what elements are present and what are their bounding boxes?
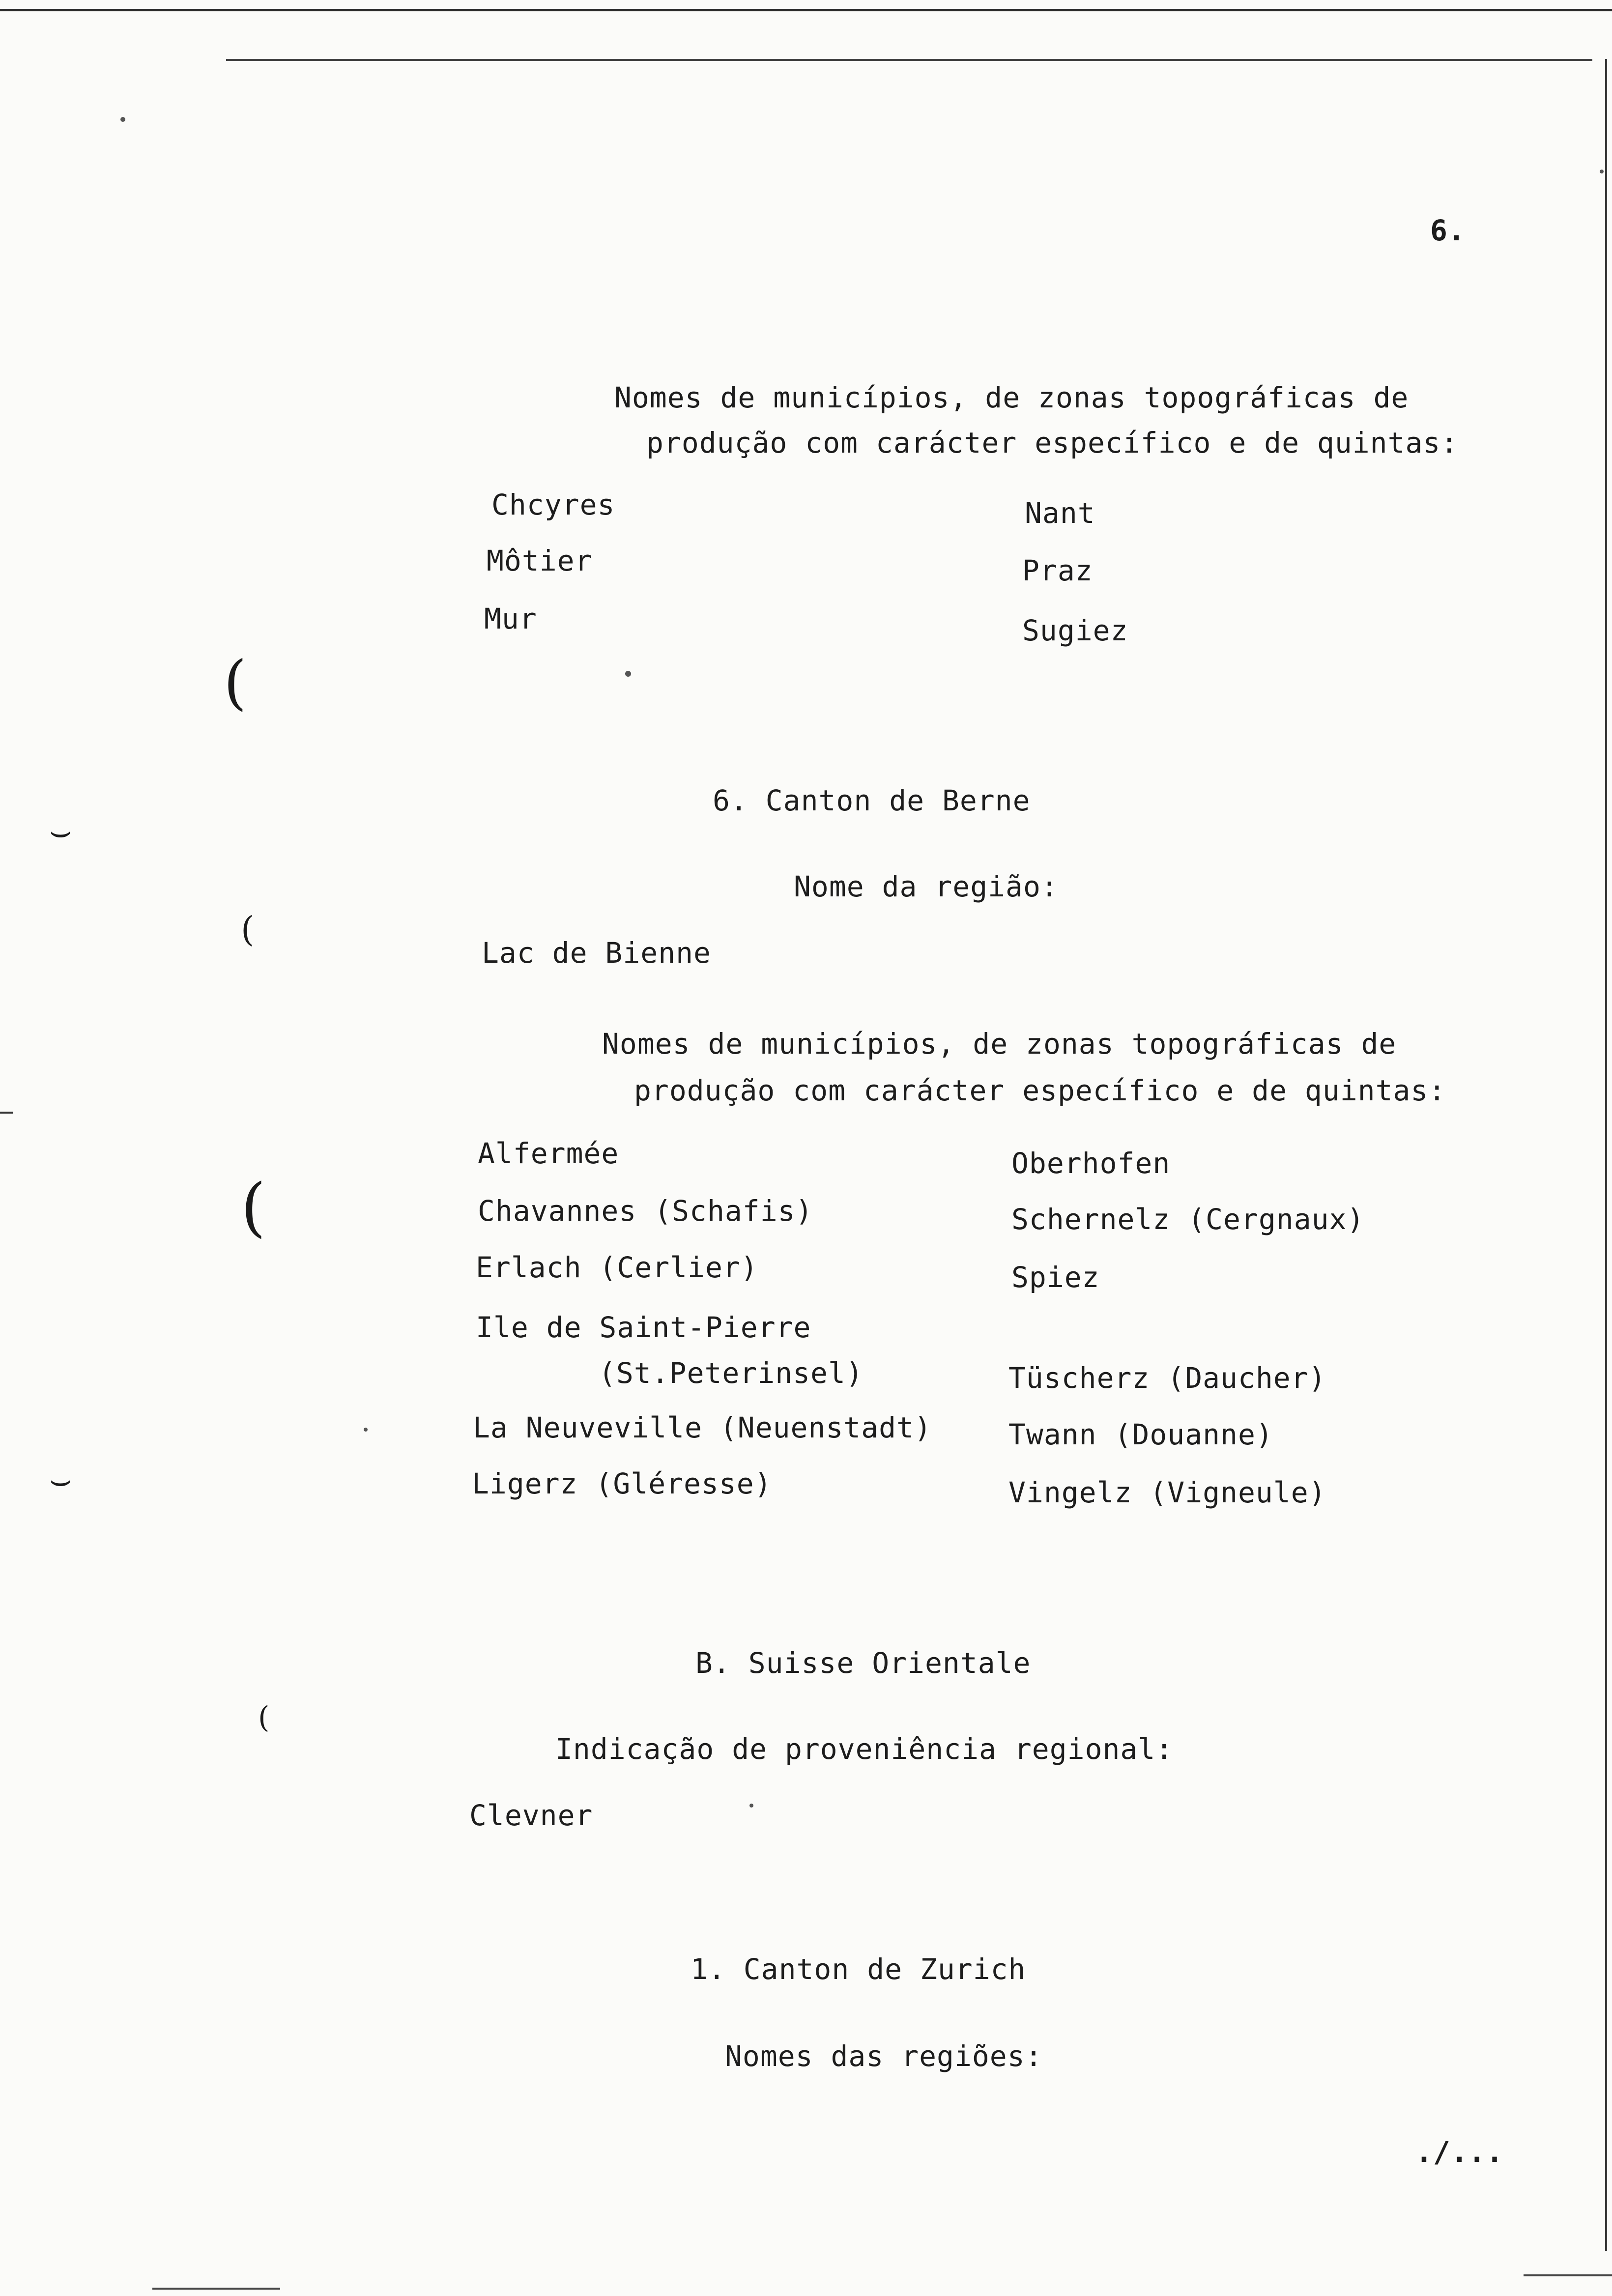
scan-edge-top [0,9,1612,11]
margin-bracket-mark: ( [224,649,247,717]
scan-speck [120,117,125,122]
municipalities-heading-line-2: produção com carácter específico e de quintas: [646,426,1459,459]
margin-clip-mark: ⌣ [49,1460,72,1500]
margin-bracket-mark: ( [258,1700,270,1735]
scan-edge-right [1605,59,1607,2251]
list-item: Ile de Saint-Pierre [476,1311,811,1344]
list-item: Nant [1025,496,1095,530]
scan-speck [364,1428,368,1432]
list-item: Praz [1022,554,1093,587]
section-title-canton-berne: 6. Canton de Berne [713,784,1031,817]
municipalities-heading-line-1: Nomes de municípios, de zonas topográficas de [602,1027,1397,1061]
municipalities-heading-line-2: produção com carácter específico e de quintas: [634,1074,1446,1107]
margin-clip-mark: ⌣ [49,811,72,851]
scan-edge-top-secondary [226,59,1592,61]
list-item: La Neuveville (Neuenstadt) [473,1411,932,1444]
section-title-suisse-orientale: B. Suisse Orientale [695,1646,1031,1680]
list-item: Ligerz (Gléresse) [472,1467,772,1500]
scan-edge-bottom-left [152,2288,280,2290]
indication-value: Clevner [469,1799,593,1832]
list-item: Môtier [487,544,593,577]
list-item: Erlach (Cerlier) [476,1251,758,1284]
list-item: Twann (Douanne) [1008,1418,1273,1451]
margin-bracket-mark: ( [241,1170,266,1244]
list-item: Mur [484,602,537,635]
list-item: Chavannes (Schafis) [478,1194,813,1228]
scan-speck [1600,170,1604,173]
section-title-canton-zurich: 1. Canton de Zurich [691,1952,1026,1986]
indication-label: Indicação de proveniência regional: [555,1732,1174,1766]
page-number: 6. [1430,214,1466,247]
list-item: Sugiez [1022,614,1128,647]
list-item: Chcyres [491,488,615,521]
scan-speck [749,1804,753,1808]
list-item: Oberhofen [1011,1147,1171,1180]
scan-speck [625,671,631,677]
region-label: Nome da região: [794,870,1059,903]
list-item: Alfermée [478,1137,619,1170]
list-item: Schernelz (Cergnaux) [1011,1203,1365,1236]
scan-edge-bottom-right [1524,2274,1612,2276]
municipalities-heading-line-1: Nomes de municípios, de zonas topográficas de [614,381,1409,414]
regions-label: Nomes das regiões: [725,2039,1043,2073]
margin-bracket-mark: ( [241,909,255,949]
list-item: Vingelz (Vigneule) [1008,1476,1326,1509]
list-item: Tüscherz (Daucher) [1008,1361,1326,1395]
list-item: Spiez [1011,1261,1100,1294]
list-item: (St.Peterinsel) [599,1356,864,1390]
scan-edge-left-dash [0,1112,13,1114]
continuation-mark: ./... [1415,2135,1504,2169]
region-name: Lac de Bienne [482,936,711,970]
